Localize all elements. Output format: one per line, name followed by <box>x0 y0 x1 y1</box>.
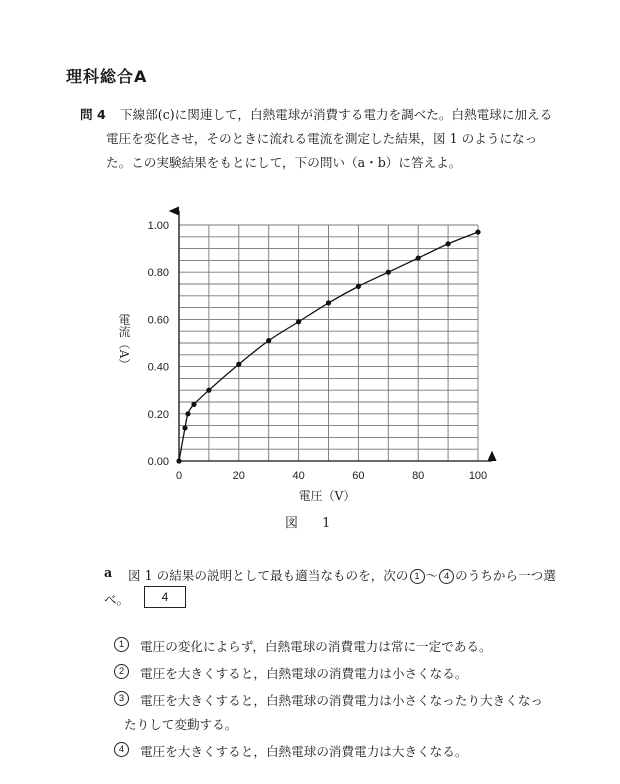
data-point <box>296 319 301 324</box>
y-tick-label: 0.20 <box>147 408 169 421</box>
choice-2-marker[interactable]: 2 <box>114 664 129 679</box>
question-text-line-3: た。この実験結果をもとにして，下の問い（a・b）に答えよ。 <box>106 155 462 170</box>
choice-3-text: 電圧を大きくすると，白熱電球の消費電力は小さくなったり大きくなっ <box>140 693 543 708</box>
choice-2-text: 電圧を大きくすると，白熱電球の消費電力は小さくなる。 <box>140 666 468 681</box>
subquestion-text-line-2: べ。 <box>104 592 130 607</box>
choice-4-marker-inline: 4 <box>439 569 454 584</box>
question-number: 問 4 <box>80 107 106 122</box>
y-tick-label: 0.60 <box>147 314 169 327</box>
data-point <box>356 284 361 289</box>
subquestion-text-line-1 <box>128 565 556 584</box>
data-point <box>185 411 190 416</box>
choice-3-text-continued: たりして変動する。 <box>124 717 238 732</box>
data-point <box>326 300 331 305</box>
data-point <box>206 388 211 393</box>
x-axis-label: 電圧（V） <box>298 489 356 503</box>
data-point <box>182 425 187 430</box>
question-text-line-1: 下線部(c)に関連して，白熱電球が消費する電力を調べた。白熱電球に加える <box>120 107 553 122</box>
choice-4-text: 電圧を大きくすると，白熱電球の消費電力は大きくなる。 <box>140 744 468 759</box>
data-point <box>446 241 451 246</box>
range-separator: ～ <box>425 568 439 583</box>
y-tick-label: 0.80 <box>147 267 169 280</box>
data-point <box>416 255 421 260</box>
choice-3-marker[interactable]: 3 <box>114 691 129 706</box>
y-tick-label: 0.00 <box>147 456 169 468</box>
data-point <box>236 362 241 367</box>
x-tick-label: 40 <box>292 470 305 482</box>
choice-1-marker-inline: 1 <box>410 569 425 584</box>
data-point <box>176 458 181 463</box>
x-tick-label: 100 <box>468 470 488 482</box>
subject-title: 理科総合A <box>66 67 148 86</box>
choice-1-marker[interactable]: 1 <box>114 637 129 652</box>
subquestion-text-start: 図 1 の結果の説明として最も適当なものを，次の <box>128 568 409 583</box>
subquestion-letter: a <box>104 565 113 580</box>
x-tick-label: 0 <box>175 470 183 482</box>
data-point <box>266 338 271 343</box>
choice-1-text: 電圧の変化によらず，白熱電球の消費電力は常に一定である。 <box>140 639 492 654</box>
data-point <box>191 402 196 407</box>
answer-number-box[interactable]: 4 <box>144 586 186 608</box>
choice-4-marker[interactable]: 4 <box>114 742 129 757</box>
y-tick-label: 1.00 <box>147 220 169 232</box>
data-point <box>386 270 391 275</box>
y-axis-label: 電流（A） <box>117 313 131 371</box>
data-point <box>475 229 480 234</box>
subquestion-text-end: のうちから一つ選 <box>455 568 556 583</box>
question-text-line-2: 電圧を変化させ，そのときに流れる電流を測定した結果，図 1 のようになっ <box>106 131 538 146</box>
x-tick-label: 80 <box>412 470 425 482</box>
figure-caption: 図 1 <box>285 516 341 531</box>
y-tick-label: 0.40 <box>147 361 169 374</box>
x-tick-label: 60 <box>352 470 365 482</box>
x-tick-label: 20 <box>232 470 245 482</box>
